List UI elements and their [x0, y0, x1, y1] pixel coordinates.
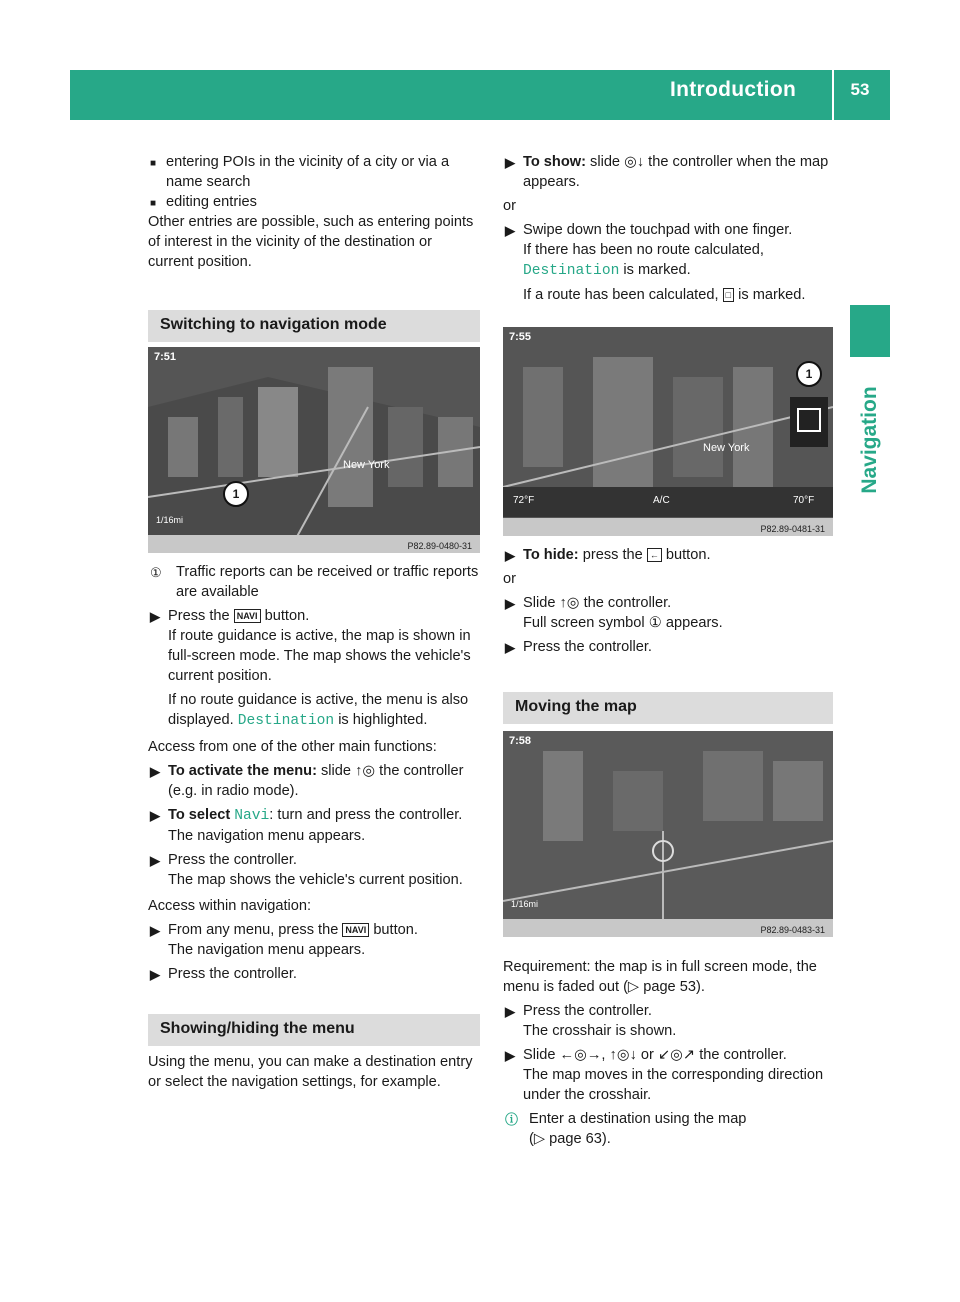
right-column-3 — [503, 957, 833, 1149]
note-text: Traffic reports can be received or traffic reports are available — [176, 564, 479, 600]
list-item: ■ editing entries — [150, 194, 257, 210]
destination-menu-item: Destination — [523, 263, 620, 279]
step-item: ▶ Swipe down the touchpad with one finger. If there has been no route calculated, Destination is marked. If a route has been calculated, □ is marked. — [505, 222, 806, 303]
step-item: ▶ Slide ↑◎ the controller. Full screen symbol ① appears. — [505, 595, 723, 631]
callout-1-icon: 1 — [796, 361, 822, 387]
step-item: ▶ Press the controller. — [505, 639, 652, 655]
step-item: ▶ Press the controller. The crosshair is shown. — [505, 1003, 677, 1039]
full-screen-symbol-icon: □ — [723, 288, 734, 302]
step-label: To hide: — [523, 547, 579, 563]
step-label: To select — [168, 807, 231, 823]
map-temp-left: 72°F — [513, 495, 535, 506]
figure-code: P82.89-0480-31 — [403, 541, 476, 551]
step-item: ▶ Press the NAVI button. If route guidance is active, the map is shown in full-screen mode. The map shows the vehicle's current position. If no route guidance is active, the menu is also displayed. Destination is highlighted. — [150, 608, 471, 729]
paragraph: or — [503, 198, 516, 214]
step-item: ▶ Press the controller. — [150, 966, 297, 982]
step-text: press the — [582, 547, 643, 563]
step-item: ▶ Press the controller. The map shows the vehicle's current position. — [150, 852, 463, 888]
map-image — [503, 731, 833, 937]
page-reference: (▷ page 63). — [529, 1131, 611, 1147]
step-item: ▶ To select Navi: turn and press the controller. The navigation menu appears. — [150, 807, 463, 844]
step-result: The map shows the vehicle's current position. — [168, 872, 463, 888]
section-heading — [148, 310, 480, 342]
paragraph: Other entries are possible, such as entering points of interest in the vicinity of the destination or current position. — [148, 214, 474, 270]
map-scale: 1/16mi — [511, 899, 539, 909]
page-number: 53 — [850, 80, 870, 99]
step-item: ▶ From any menu, press the NAVI button. The navigation menu appears. — [150, 922, 418, 958]
step-text: Press the controller. — [168, 852, 297, 868]
step-result: appears. — [665, 615, 723, 631]
step-result: If route guidance is active, the map is shown in full-screen mode. The map shows the vehicle's current position. — [168, 628, 471, 684]
map-scale: 1/16mi — [156, 515, 184, 525]
section-heading — [148, 1014, 480, 1046]
step-text: Press the controller. — [523, 1003, 652, 1019]
step-text: button. — [264, 608, 310, 624]
paragraph: Requirement: the map is in full screen mode, the menu is faded out (▷ page 53). — [503, 959, 817, 995]
paragraph: or — [503, 571, 516, 587]
list-item-text: editing entries — [166, 194, 257, 210]
map-city-label: New York — [343, 459, 390, 471]
info-text: Enter a destination using the map — [529, 1111, 747, 1127]
step-text: Press the controller. — [523, 639, 652, 655]
step-result: The crosshair is shown. — [523, 1023, 677, 1039]
map-time: 7:58 — [509, 735, 532, 747]
step-text: From any menu, press the — [168, 922, 339, 938]
step-item: ▶ To show: slide ◎↓ the controller when the map appears. — [505, 154, 829, 190]
side-tab-label — [848, 370, 892, 510]
callout-note: ① Traffic reports can be received or traffic reports are available — [150, 564, 479, 600]
step-result: is highlighted. — [338, 712, 428, 728]
step-item: ▶ Slide ←◎→, ↑◎↓ or ↙◎↗ the controller. The map moves in the corresponding direction under the crosshair. — [505, 1047, 824, 1103]
step-text: button. — [665, 547, 711, 563]
header-separator — [832, 70, 834, 120]
step-text: : turn and press the controller. — [269, 807, 463, 823]
callout-1-icon: 1 — [223, 481, 249, 507]
step-text: Press the controller. — [168, 966, 297, 982]
section-heading — [503, 692, 833, 724]
map-time: 7:51 — [154, 351, 177, 363]
step-item: ▶ To hide: press the ← button. — [505, 547, 711, 563]
side-tab-block — [850, 305, 890, 357]
destination-menu-item: Destination — [237, 713, 335, 729]
list-item-text: entering POIs in the vicinity of a city or via a name search — [166, 154, 450, 190]
right-column — [503, 152, 833, 305]
step-result: is marked. — [738, 287, 806, 303]
left-column-2 — [148, 562, 480, 984]
figure-code: P82.89-0483-31 — [756, 925, 829, 935]
step-label: To show: — [523, 154, 586, 170]
step-result: is marked. — [623, 262, 691, 278]
map-time: 7:55 — [509, 331, 532, 343]
step-text: Press the — [168, 608, 230, 624]
step-label: To activate the menu: — [168, 763, 317, 779]
step-result: The map moves in the corresponding direction under the crosshair. — [523, 1067, 824, 1103]
map-temp-right: 70°F — [793, 495, 815, 506]
paragraph: Access within navigation: — [148, 898, 312, 914]
side-label-text: Navigation — [858, 386, 881, 494]
step-item: ▶ To activate the menu: slide ↑◎ the controller (e.g. in radio mode). — [150, 763, 464, 799]
navi-menu-item: Navi — [234, 808, 270, 824]
page-header — [70, 70, 890, 120]
step-result: If there has been no route calculated, — [523, 242, 764, 258]
section-title: Showing/hiding the menu — [160, 1020, 355, 1037]
map-screenshot — [503, 327, 833, 536]
step-result: The navigation menu appears. — [168, 942, 366, 958]
map-city-label: New York — [703, 442, 750, 454]
list-item: ■ entering POIs in the vicinity of a city or via a name search — [150, 154, 450, 190]
step-result: If no route guidance is active, the menu is also displayed. — [168, 692, 469, 728]
section-title: Moving the map — [515, 698, 637, 715]
back-key-icon: ← — [647, 548, 662, 562]
info-note — [503, 1109, 833, 1149]
step-text: Slide ↑◎ the controller. — [523, 595, 672, 611]
section-title: Switching to navigation mode — [160, 316, 387, 333]
step-result: If a route has been calculated, — [523, 287, 719, 303]
map-ac-label: A/C — [653, 495, 670, 506]
paragraph: Using the menu, you can make a destination entry or select the navigation settings, for example. — [148, 1054, 473, 1090]
navi-key-icon: NAVI — [234, 609, 261, 623]
navi-key-icon: NAVI — [342, 923, 369, 937]
figure-code: P82.89-0481-31 — [756, 524, 829, 534]
map-image — [148, 347, 480, 553]
step-text: Slide ←◎→, ↑◎↓ or ↙◎↗ the controller. — [523, 1047, 787, 1063]
paragraph: Access from one of the other main functions: — [148, 739, 437, 755]
header-title: Introduction — [670, 78, 797, 101]
info-icon: ⓘ — [505, 1112, 519, 1127]
step-text: slide ◎↓ the controller when the map appears. — [523, 154, 829, 190]
right-column-2 — [503, 545, 833, 657]
step-result: Full screen symbol — [523, 615, 645, 631]
step-result: The navigation menu appears. — [168, 828, 366, 844]
left-column — [148, 152, 480, 272]
step-text: slide ↑◎ the controller (e.g. in radio mode). — [168, 763, 464, 799]
step-text: button. — [373, 922, 418, 938]
map-screenshot — [503, 731, 833, 937]
map-screenshot — [148, 347, 480, 553]
step-text: Swipe down the touchpad with one finger. — [523, 222, 793, 238]
